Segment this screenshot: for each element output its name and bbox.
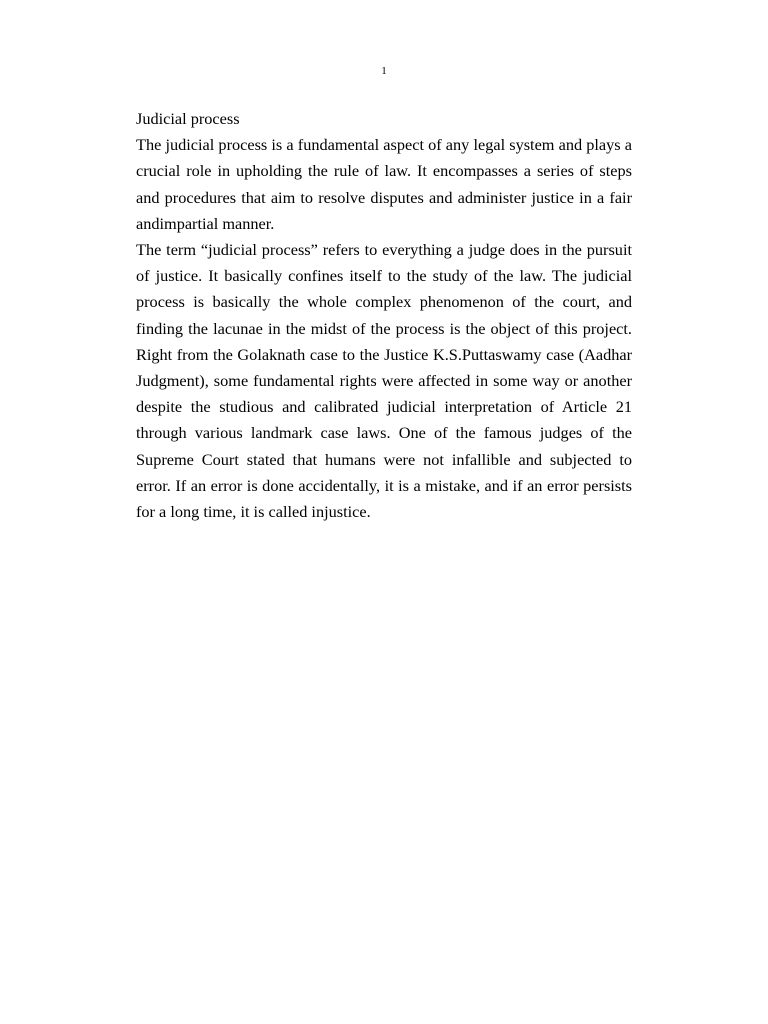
section-heading: Judicial process [136,109,240,128]
paragraph-1: The judicial process is a fundamental aspect of any legal system and plays a crucial role in upholding the rule of law. It encompasses a series of steps and procedures that aim to resolve disputes and administer justice in a fair andimpartial manner. [136,135,632,233]
body-text [136,106,632,525]
paragraph-2: The term “judicial process” refers to everything a judge does in the pursuit of justice. It basically confines itself to the study of the law. The judicial process is basically the whole complex phenomenon of the court, and finding the lacunae in the midst of the process is the object of this project. Right from the Golaknath case to the Justice K.S.Puttaswamy case (Aadhar Judgment), some fundamental rights were affected in some way or another despite the studious and calibrated judicial interpretation of Article 21 through various landmark case laws. One of the famous judges of the Supreme Court stated that humans were not infallible and subjected to error. If an error is done accidentally, it is a mistake, and if an error persists for a long time, it is called injustice. [136,240,632,522]
page-number: 1 [381,65,387,77]
